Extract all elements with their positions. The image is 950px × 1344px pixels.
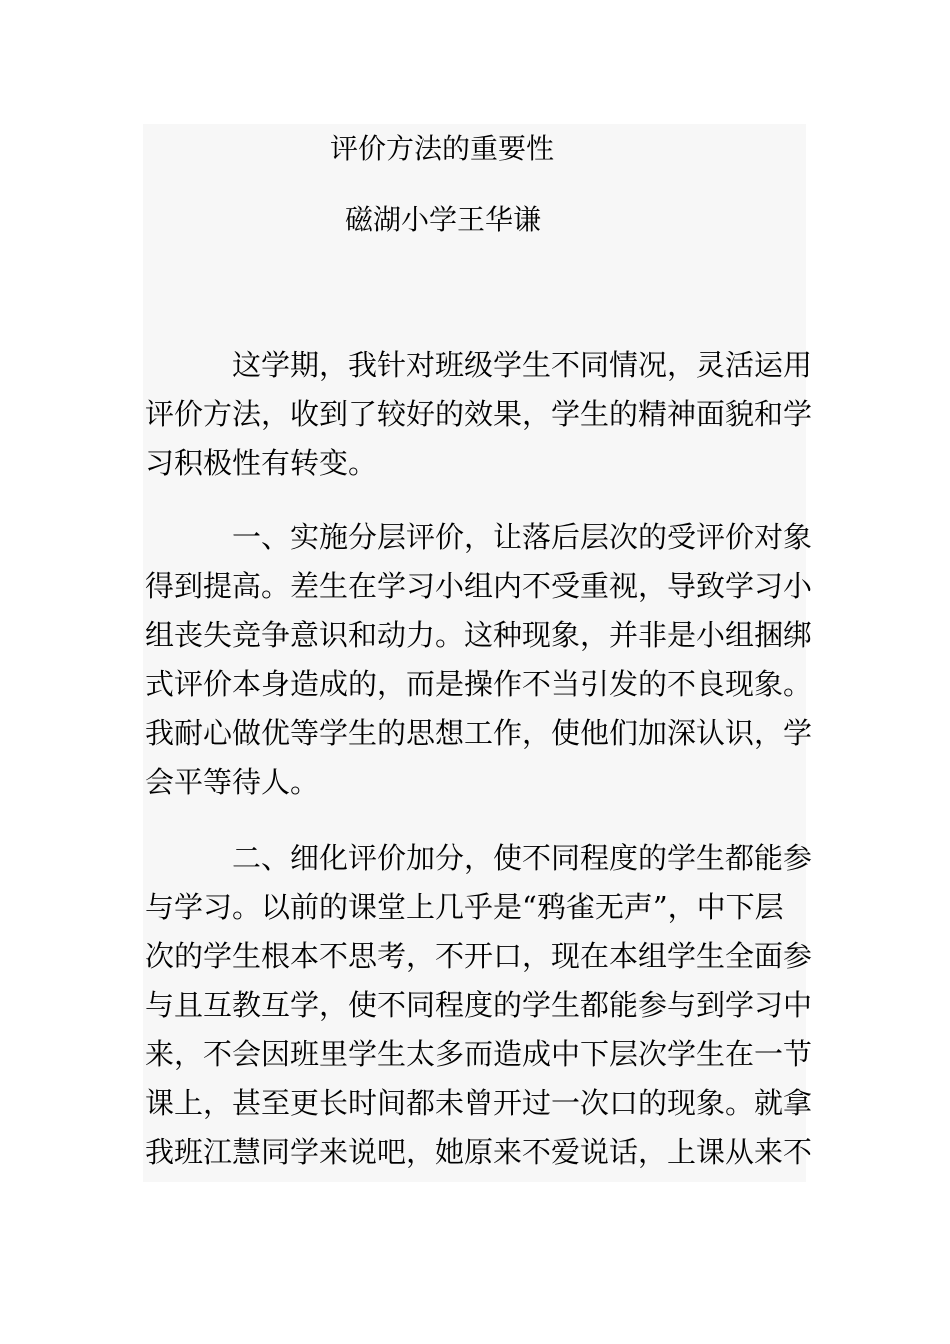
paragraph-line: 组丧失竞争意识和动力。这种现象，并非是小组捆绑	[145, 618, 813, 652]
paragraph-line: 评价方法，收到了较好的效果，学生的精神面貌和学	[145, 397, 813, 431]
paragraph-line: 次的学生根本不思考，不开口，现在本组学生全面参	[145, 939, 813, 973]
paragraph-section-two	[145, 834, 812, 1177]
paragraph-line: 来，不会因班里学生太多而造成中下层次学生在一节	[145, 1037, 813, 1071]
paragraph-intro	[145, 341, 812, 488]
paragraph-line: 我班江慧同学来说吧，她原来不爱说话，上课从来不	[145, 1135, 813, 1169]
paragraph-line: 我耐心做优等学生的思想工作，使他们加深认识，学	[145, 716, 813, 750]
paragraph-line: 二、细化评价加分，使不同程度的学生都能参	[232, 841, 813, 875]
paragraph-line: 与且互教互学，使不同程度的学生都能参与到学习中	[145, 988, 813, 1022]
paragraph-line: 得到提高。差生在学习小组内不受重视，导致学习小	[145, 569, 813, 603]
paragraph-section-one	[145, 513, 812, 807]
paragraph-line: 会平等待人。	[145, 765, 320, 799]
paragraph-line: 与学习。以前的课堂上几乎是“鸦雀无声”，中下层	[145, 890, 784, 924]
document-author: 磁湖小学王华谦	[345, 203, 542, 236]
paragraph-line: 式评价本身造成的，而是操作不当引发的不良现象。	[145, 667, 813, 701]
paragraph-line: 这学期，我针对班级学生不同情况，灵活运用	[232, 348, 813, 382]
document-title: 评价方法的重要性	[330, 132, 555, 165]
paragraph-line: 一、实施分层评价，让落后层次的受评价对象	[232, 520, 813, 554]
paragraph-line: 习积极性有转变。	[145, 446, 378, 480]
paragraph-line: 课上，甚至更长时间都未曾开过一次口的现象。就拿	[145, 1086, 813, 1120]
